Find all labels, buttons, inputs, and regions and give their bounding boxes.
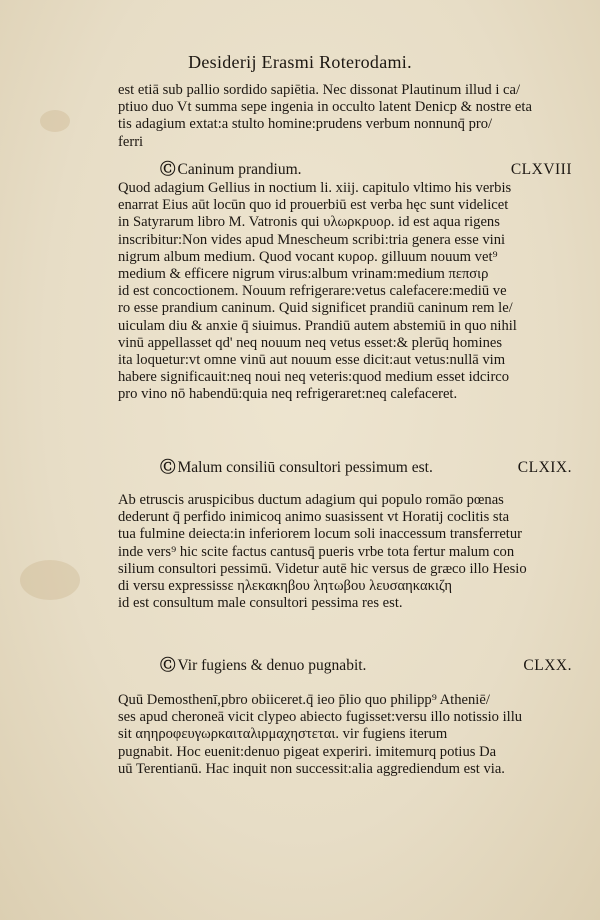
entry-title: Caninum prandium. (177, 161, 302, 178)
text-line: inscribitur:Non vides apud Mnescheum scribi:tria genera esse vini (118, 231, 506, 248)
text-line: sit αηηροφευγωρκαιταλιρμαχηστεται. vir fugiens iterum (118, 726, 448, 743)
text-line: in Satyrarum libro M. Vatronis qui υλωρκρυορ. id est aqua rigens (118, 214, 500, 231)
text-line: uū Terentianū. Hac inquit non successit:alia aggrediendum est via. (118, 760, 505, 777)
text-line: ro esse prandium caninum. Quid significet prandiū caninum rem le/ (118, 300, 513, 317)
entry-heading (160, 458, 572, 478)
text-line: silium consultori pessimū. Videtur autē hic versus de græco illo Hesio (118, 560, 527, 577)
text-line: di versu expressissε ηλεκακηβου λητωβου λευσαηκακιζη (118, 577, 452, 594)
entry-title: Malum consiliū consultori pessimum est. (177, 459, 433, 476)
text-line: id est consultum male consultori pessima res est. (118, 595, 403, 612)
paragraph-continuation (118, 82, 576, 151)
entry-number: CLXVIII (510, 161, 572, 178)
text-line: ita loquetur:vt omne vinū aut nouum esse dicit:aut vetus:nullā vim (118, 351, 506, 368)
text-line: est etiā sub pallio sordido sapiētia. Nec dissonat Plautinum illud i ca/ (118, 82, 521, 98)
paragraph-mark-icon: Ⓒ (160, 657, 176, 674)
text-line: enarrat Eius aūt locūn quo id prouerbiū est verba hęc sunt videlicet (118, 197, 509, 214)
text-line: id est concoctionem. Nouum refrigerare:vetus calefacere:mediū ve (118, 283, 507, 300)
entry-number: CLXIX. (517, 459, 572, 476)
paper-stain (20, 560, 80, 600)
paper-stain (40, 110, 70, 132)
paragraph-mark-icon: Ⓒ (160, 161, 176, 178)
entry-body (118, 492, 576, 612)
entry-title: Vir fugiens & denuo pugnabit. (177, 657, 367, 674)
text-line: Ab etruscis aruspicibus ductum adagium qui populo romāo pœnas (118, 492, 504, 508)
text-line: Quod adagium Gellius in noctium li. xiij. capitulo vltimo his verbis (118, 180, 512, 196)
entry-body (118, 180, 576, 403)
entry-heading (160, 160, 572, 180)
text-line: ferri (118, 133, 144, 150)
text-line: ses apud cheroneā vicit clypeo abiecto fugisset:versu illo notissio illu (118, 709, 523, 726)
entry-heading (160, 656, 572, 676)
entry-body (118, 692, 576, 778)
text-line: ptiuo duo Vt summa sepe ingenia in occulto latent Denicp & nostre eta (118, 99, 532, 116)
running-head: Desiderij Erasmi Roterodami. (188, 52, 412, 72)
text-line: medium & efficere nigrum virus:album vrinam:medium πεπσιρ (118, 265, 489, 282)
text-line: Quū Demosthenī,pbro obiiceret.q̄ ieo p̄lio quo philipp⁹ Atheniē/ (118, 692, 490, 708)
text-line: pro vino nō habendū:quia neq refrigeraret:neq calefaceret. (118, 386, 458, 403)
text-line: nigrum album medium. Quod vocant κυρορ. gilluum nouum vet⁹ (118, 248, 498, 265)
text-line: habere significauit:neq noui neq veteris:quod medium esset idcirco (118, 369, 510, 386)
paragraph-mark-icon: Ⓒ (160, 459, 176, 476)
entry-number: CLXX. (523, 657, 572, 674)
text-line: uiculam diu & anxie q̄ siuimus. Prandiū autem abstemiū in quo nihil (118, 317, 517, 334)
text-line: inde vers⁹ hic scite factus cantusq̄ pueris vrbe tota fertur malum con (118, 543, 515, 560)
text-line: tua fulmine deiecta:in inferiorem locum soli inaccessum transferretur (118, 526, 523, 543)
text-line: vinū appellasset qd' neq nouum neq vetus esset:& plerūq homines (118, 334, 503, 351)
text-line: tis adagium extat:a stulto homine:prudens verbum nonnunq̄ pro/ (118, 116, 493, 133)
text-line: pugnabit. Hoc euenit:denuo pigeat experiri. imitemurq potius Da (118, 743, 497, 760)
text-line: dederunt q̄ perfido inimicoq animo suasissent vt Horatij coclitis sta (118, 509, 510, 526)
